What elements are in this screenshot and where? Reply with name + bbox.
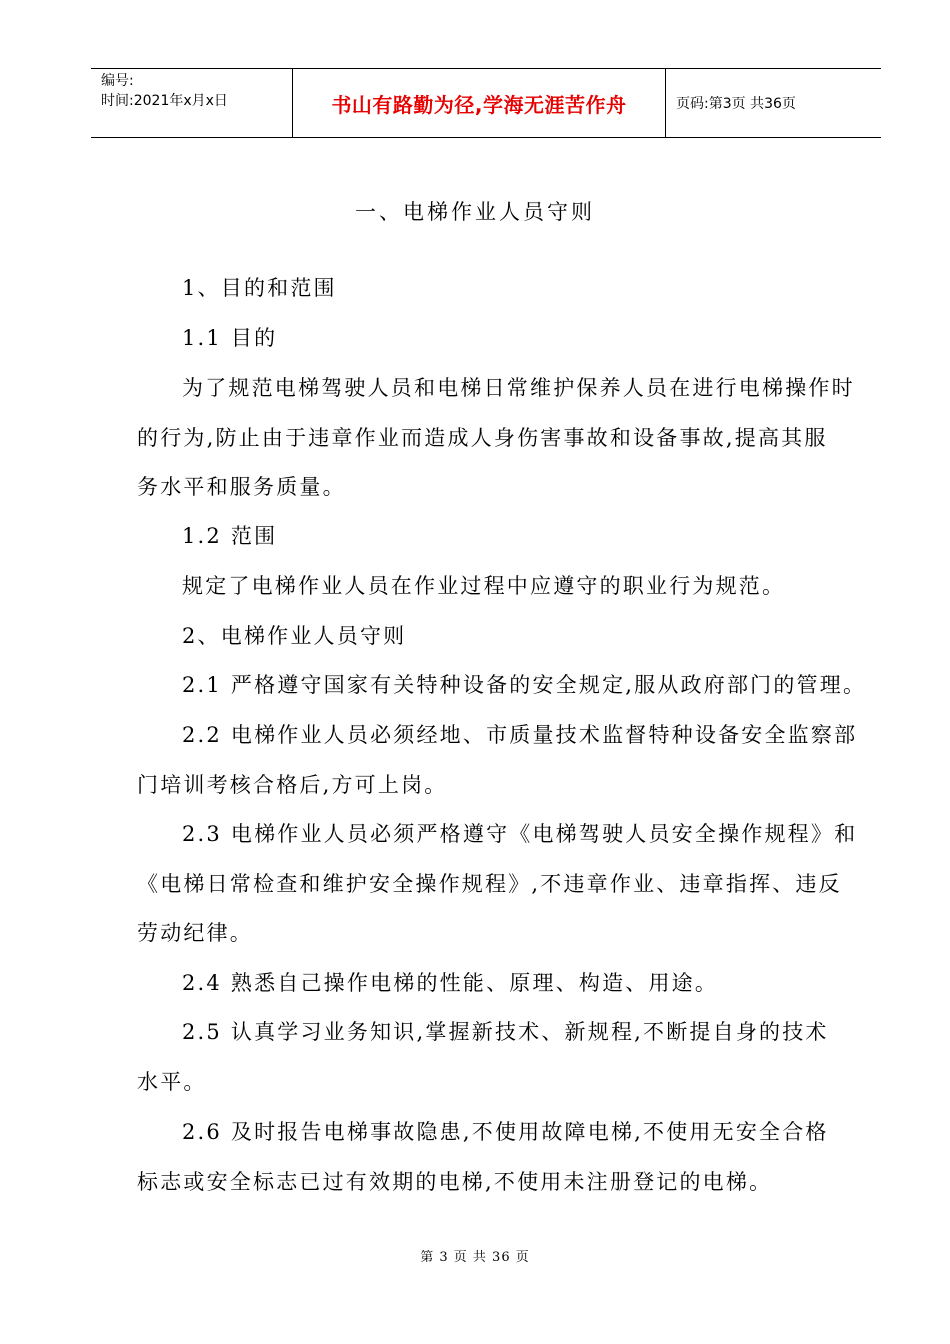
paragraph-purpose: 为了规范电梯驾驶人员和电梯日常维护保养人员在进行电梯操作时 的行为,防止由于违章作业而造成人身伤害事故和设备事故,提高其服 务水平和服务质量。 bbox=[137, 376, 855, 499]
document-header bbox=[91, 68, 881, 138]
heading-rules: 2、电梯作业人员守则 bbox=[182, 624, 407, 648]
rule-2-5: 2.5 认真学习业务知识,掌握新技术、新规程,不断提自身的技术 水平。 bbox=[137, 1020, 829, 1094]
rule-2-4: 2.4 熟悉自己操作电梯的性能、原理、构造、用途。 bbox=[182, 971, 719, 995]
page-footer: 第 3 页 共 36 页 bbox=[420, 1250, 530, 1265]
header-meta bbox=[91, 69, 293, 137]
rule-2-1: 2.1 严格遵守国家有关特种设备的安全规定,服从政府部门的管理。 bbox=[182, 673, 867, 697]
rule-2-6: 2.6 及时报告电梯事故隐患,不使用故障电梯,不使用无安全合格 标志或安全标志已过有效期的电梯,不使用未注册登记的电梯。 bbox=[137, 1120, 829, 1194]
header-motto: 书山有路勤为径,学海无涯苦作舟 bbox=[293, 69, 666, 137]
heading-scope: 1.2 范围 bbox=[182, 524, 278, 548]
header-page-number: 页码:第3页 共36页 bbox=[676, 96, 796, 112]
paragraph-scope: 规定了电梯作业人员在作业过程中应遵守的职业行为规范。 bbox=[182, 574, 786, 598]
time-label: 时间:2021年x月x日 bbox=[101, 93, 228, 109]
rule-2-3: 2.3 电梯作业人员必须严格遵守《电梯驾驶人员安全操作规程》和 《电梯日常检查和维护安全操作规程》,不违章作业、违章指挥、违反 劳动纪律。 bbox=[137, 822, 858, 945]
rule-2-2: 2.2 电梯作业人员必须经地、市质量技术监督特种设备安全监察部 门培训考核合格后,方可上岗。 bbox=[137, 723, 858, 797]
number-label: 编号: bbox=[101, 73, 134, 89]
heading-purpose: 1.1 目的 bbox=[182, 326, 278, 350]
heading-purpose-scope: 1、目的和范围 bbox=[182, 276, 337, 300]
section-title: 一、电梯作业人员守则 bbox=[355, 200, 595, 224]
